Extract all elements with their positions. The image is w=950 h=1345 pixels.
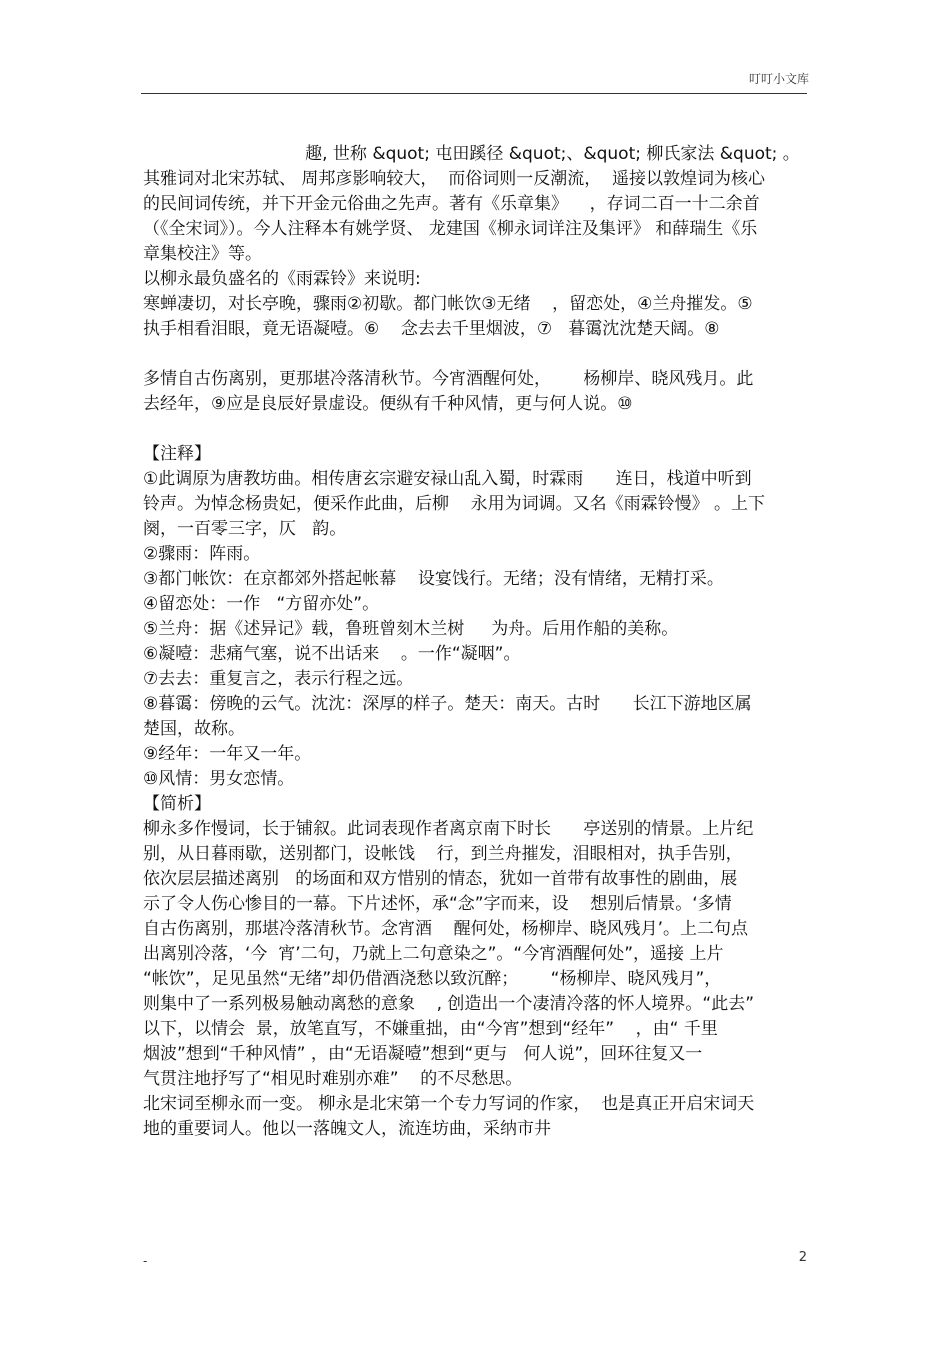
text-line: 多情自古伤离别，更那堪冷落清秋节。今宵酒醒何处， 杨柳岸、晓风残月。此 — [143, 369, 754, 389]
text-line: 出离别冷落，‘今 宵’二句，乃就上二句意染之”。“今宵酒醒何处”，遥接 上片 — [143, 944, 724, 964]
text-line: 自古伤离别，那堪冷落清秋节。念宵酒 醒何处，杨柳岸、晓风残月’。上二句点 — [143, 919, 749, 939]
text-line: 的民间词传统，并下开金元俗曲之先声。著有《乐章集》 ，存词二百一十二余首 — [143, 194, 760, 214]
blank-line — [143, 417, 811, 442]
text-line: 北宋词至柳永而一变。 柳永是北宋第一个专力写词的作家， 也是真正开启宋词天 — [143, 1094, 755, 1114]
text-line: （《全宋词》）。今人注释本有姚学贤、 龙建国《柳永词详注及集评》 和薛瑞生《乐 — [143, 219, 758, 239]
blank-line — [143, 342, 811, 367]
text-line: ④留恋处：一作 “方留亦处”。 — [143, 594, 380, 614]
text-line: 以下，以情会 景，放笔直写，不嫌重拙，由“今宵”想到“经年” ，由“ 千里 — [143, 1019, 718, 1039]
text-line: 以柳永最负盛名的《雨霖铃》来说明: — [143, 269, 421, 289]
text-line: 阕，一百零三字，仄 韵。 — [143, 519, 347, 539]
text-line: ⑩风情：男女恋情。 — [143, 769, 295, 789]
text-line: ⑨经年：一年又一年。 — [143, 744, 312, 764]
text-line: 铃声。为悼念杨贵妃，便采作此曲，后柳 永用为词调。又名《雨霖铃慢》 。上下 — [143, 494, 766, 514]
text-line: 别，从日暮雨歇，送别都门，设帐饯 行，到兰舟摧发，泪眼相对，执手告别， — [143, 844, 743, 864]
text-line: ③都门帐饮：在京都郊外搭起帐幕 设宴饯行。无绪；没有情绪，无精打采。 — [143, 569, 724, 589]
text-line: ⑧暮霭：傍晚的云气。沈沈：深厚的样子。楚天：南天。古时 长江下游地区属 — [143, 694, 752, 714]
text-line: 章集校注》等。 — [143, 244, 262, 264]
text-line: “帐饮”，足见虽然“无绪”却仍借酒浇愁以致沉醉； “杨柳岸、晓风残月”， — [143, 969, 722, 989]
site-name: 叮叮小文库 — [748, 72, 809, 86]
text-line: 楚国，故称。 — [143, 719, 245, 739]
text-line: 地的重要词人。他以一落魄文人，流连坊曲，采纳市井 — [143, 1119, 551, 1139]
page-number: 2 — [798, 1250, 807, 1265]
text-line: 则集中了一系列极易触动离愁的意象 , 创造出一个凄清冷落的怀人境界。“此去” — [143, 994, 755, 1014]
text-line: 气贯注地抒写了“相见时难别亦难” 的不尽愁思。 — [143, 1069, 523, 1089]
text-line: 【简析】 — [143, 794, 211, 814]
text-line: ⑤兰舟：据《述异记》载，鲁班曾刻木兰树 为舟。后用作船的美称。 — [143, 619, 679, 639]
text-line: ②骤雨：阵雨。 — [143, 544, 261, 564]
footer-mark: - — [143, 1254, 148, 1268]
text-line: 其雅词对北宋苏轼、 周邦彦影响较大， 而俗词则一反潮流， 遥接以敦煌词为核心 — [143, 169, 766, 189]
text-line: ⑥凝噎：悲痛气塞，说不出话来 。一作“凝咽”。 — [143, 644, 521, 664]
text-line: 示了令人伤心惨目的一幕。下片述怀，承“念”字而来，设 想别后情景。‘多情 — [143, 894, 732, 914]
text-line: ①此调原为唐教坊曲。相传唐玄宗避安禄山乱入蜀，时霖雨 连日，栈道中听到 — [143, 469, 752, 489]
document-body — [143, 142, 811, 1142]
text-line: 寒蝉凄切，对长亭晚，骤雨②初歇。都门帐饮③无绪 ，留恋处，④兰舟摧发。⑤ — [143, 294, 753, 314]
text-line: ⑦去去：重复言之，表示行程之远。 — [143, 669, 414, 689]
text-line: 执手相看泪眼，竟无语凝噎。⑥ 念去去千里烟波，⑦ 暮霭沈沈楚天阔。⑧ — [143, 319, 720, 339]
text-line: 趣, 世称 &quot; 屯田蹊径 &quot;、&quot; 柳氏家法 &quot; 。 — [143, 144, 800, 164]
text-line: 去经年，⑨应是良辰好景虚设。便纵有千种风情，更与何人说。⑩ — [143, 394, 633, 414]
text-line: 烟波”想到“千种风情” ，由“无语凝噎”想到“更与 何人说”，回环往复又一 — [143, 1044, 703, 1064]
text-line: 【注释】 — [143, 444, 211, 464]
header-divider — [141, 93, 807, 94]
text-line: 依次层层描述离别 的场面和双方惜别的情态，犹如一首带有故事性的剧曲，展 — [143, 869, 738, 889]
text-line: 柳永多作慢词，长于铺叙。此词表现作者离京南下时长 亭送别的情景。上片纪 — [143, 819, 754, 839]
